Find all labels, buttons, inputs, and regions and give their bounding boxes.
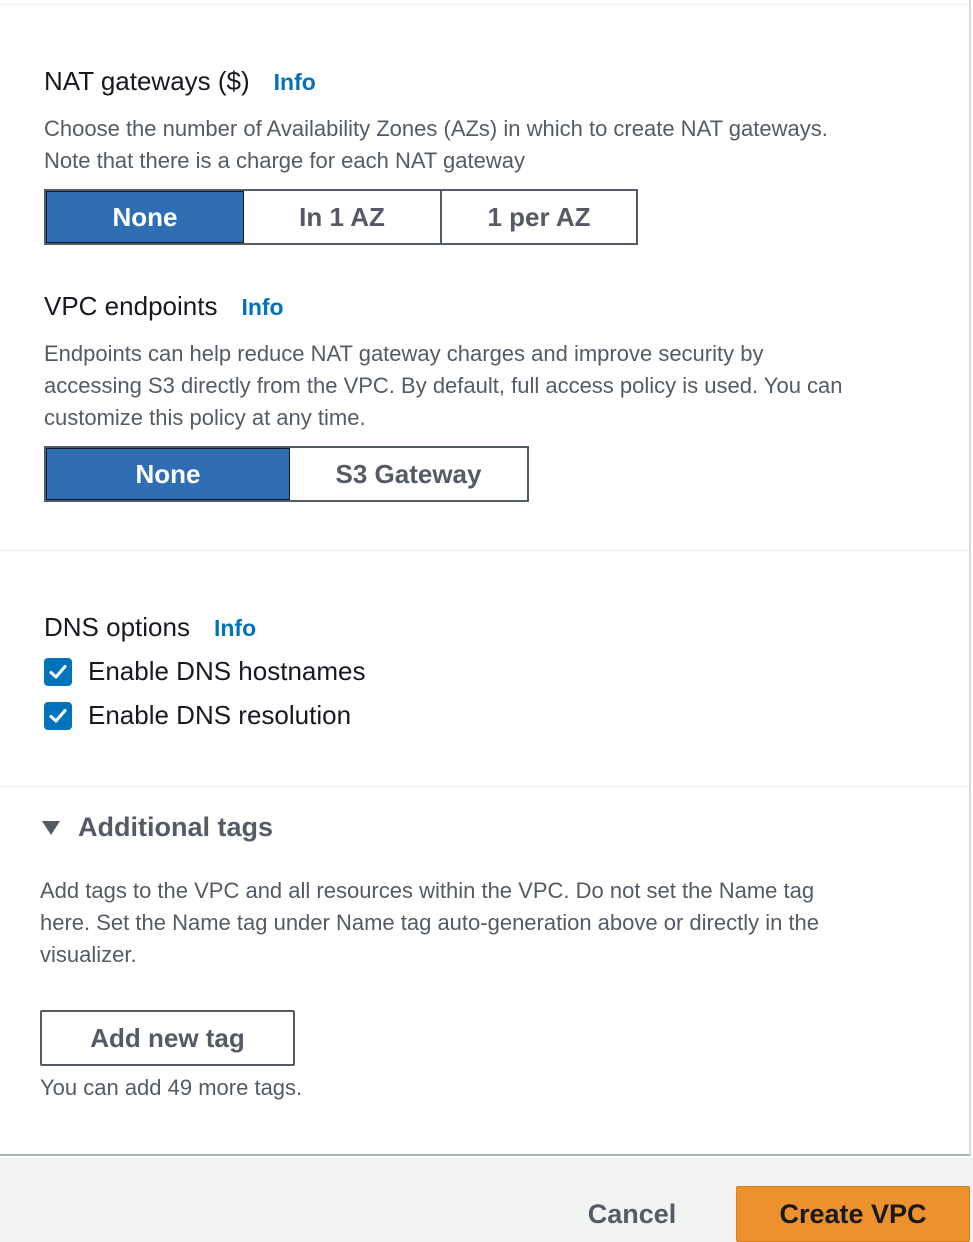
enable-dns-hostnames-option[interactable] [44, 656, 365, 687]
vpc-endpoints-header [44, 291, 284, 322]
endpoint-option-none[interactable]: None [46, 448, 290, 500]
vpc-endpoints-segmented-control [44, 446, 529, 502]
dns-resolution-label: Enable DNS resolution [88, 700, 352, 730]
dns-options-header [44, 612, 256, 643]
additional-tags-label: Additional tags [78, 812, 273, 842]
dns-hostnames-label: Enable DNS hostnames [88, 656, 366, 686]
enable-dns-resolution-option[interactable] [44, 700, 351, 731]
vpc-endpoints-info-link[interactable]: Info [241, 294, 284, 320]
additional-tags-description: Add tags to the VPC and all resources within the VPC. Do not set the Name tag here. Set the Name tag under Name tag auto-generation above or directly in the visualizer. [40, 878, 820, 967]
nat-gateways-segmented-control [44, 189, 638, 245]
nat-gateways-description: Choose the number of Availability Zones (AZs) in which to create NAT gateways. Note that there is a charge for each NAT gateway [44, 116, 828, 173]
nat-gateways-label: NAT gateways ($) [44, 66, 250, 96]
nat-option-1-per-az[interactable]: 1 per AZ [442, 191, 636, 243]
tags-remaining-hint: You can add 49 more tags. [40, 1075, 303, 1100]
section-divider [0, 550, 971, 551]
nat-gateways-header [44, 66, 316, 97]
add-new-tag-button[interactable]: Add new tag [40, 1010, 295, 1066]
create-vpc-button[interactable]: Create VPC [736, 1186, 970, 1242]
additional-tags-expander[interactable] [42, 812, 273, 843]
checkmark-icon [48, 662, 68, 682]
section-divider [0, 786, 971, 787]
checkmark-icon [48, 706, 68, 726]
dns-options-label: DNS options [44, 612, 190, 642]
caret-down-icon [42, 821, 60, 835]
top-divider [0, 4, 971, 5]
endpoint-option-s3-gateway[interactable]: S3 Gateway [290, 448, 527, 500]
nat-option-in-1-az[interactable]: In 1 AZ [244, 191, 442, 243]
nat-option-none[interactable]: None [46, 191, 244, 243]
nat-gateways-info-link[interactable]: Info [273, 69, 316, 95]
dns-options-info-link[interactable]: Info [213, 615, 257, 641]
vpc-endpoints-label: VPC endpoints [44, 291, 218, 321]
vpc-endpoints-description: Endpoints can help reduce NAT gateway charges and improve security by accessing S3 directly from the VPC. By default, full access policy is used. You can customize this policy at any time. [44, 341, 843, 430]
dns-hostnames-checkbox[interactable] [44, 658, 72, 686]
cancel-button[interactable]: Cancel [587, 1198, 677, 1229]
dns-resolution-checkbox[interactable] [44, 702, 72, 730]
